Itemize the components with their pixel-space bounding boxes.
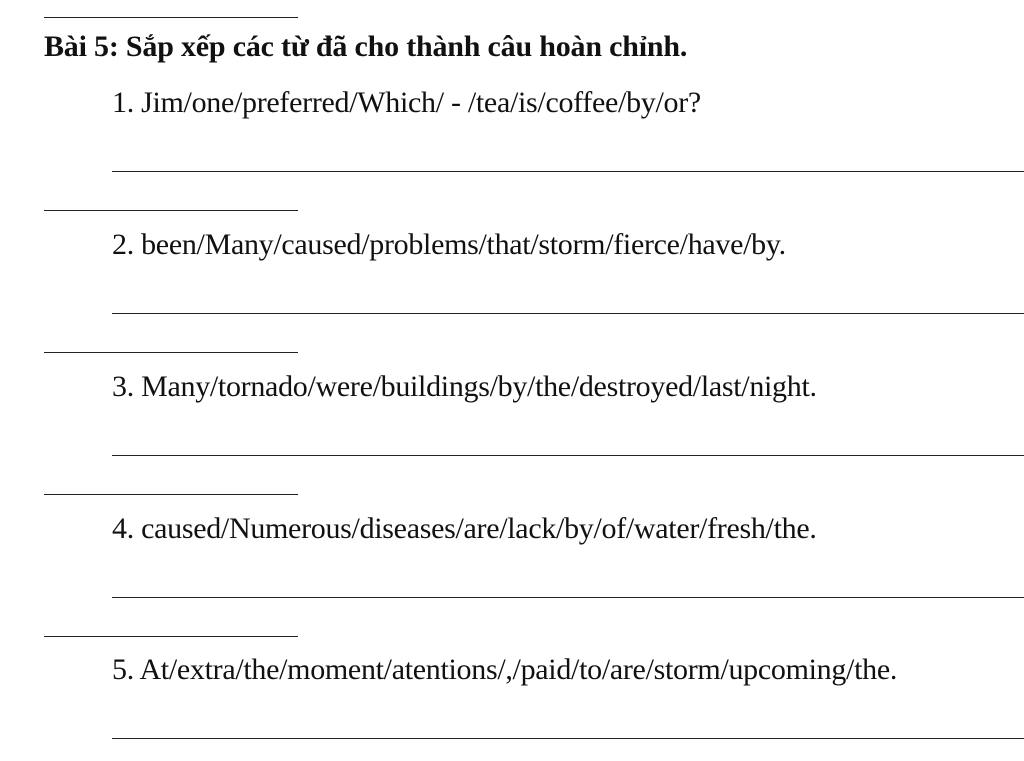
answer-line-2-continued[interactable] xyxy=(44,352,298,353)
exercise-item-4: 4. caused/Numerous/diseases/are/lack/by/of/water/fresh/the. xyxy=(112,512,817,545)
exercise-item-5: 5. At/extra/the/moment/atentions/,/paid/to/are/storm/upcoming/the. xyxy=(112,653,898,686)
answer-line-3-continued[interactable] xyxy=(44,494,298,495)
answer-line-1-continued[interactable] xyxy=(44,210,298,211)
answer-line-4[interactable] xyxy=(112,597,1024,598)
answer-line-3[interactable] xyxy=(112,455,1024,456)
answer-line-4-continued[interactable] xyxy=(44,636,298,637)
answer-line-2[interactable] xyxy=(112,313,1024,314)
exercise-item-3: 3. Many/tornado/were/buildings/by/the/destroyed/last/night. xyxy=(112,370,817,403)
answer-line-top xyxy=(44,17,298,18)
exercise-item-2: 2. been/Many/caused/problems/that/storm/fierce/have/by. xyxy=(112,228,786,261)
answer-line-1[interactable] xyxy=(112,171,1024,172)
exercise-item-1: 1. Jim/one/preferred/Which/ - /tea/is/coffee/by/or? xyxy=(112,86,701,119)
answer-line-5[interactable] xyxy=(112,738,1024,739)
exercise-title: Bài 5: Sắp xếp các từ đã cho thành câu hoàn chỉnh. xyxy=(44,30,688,63)
